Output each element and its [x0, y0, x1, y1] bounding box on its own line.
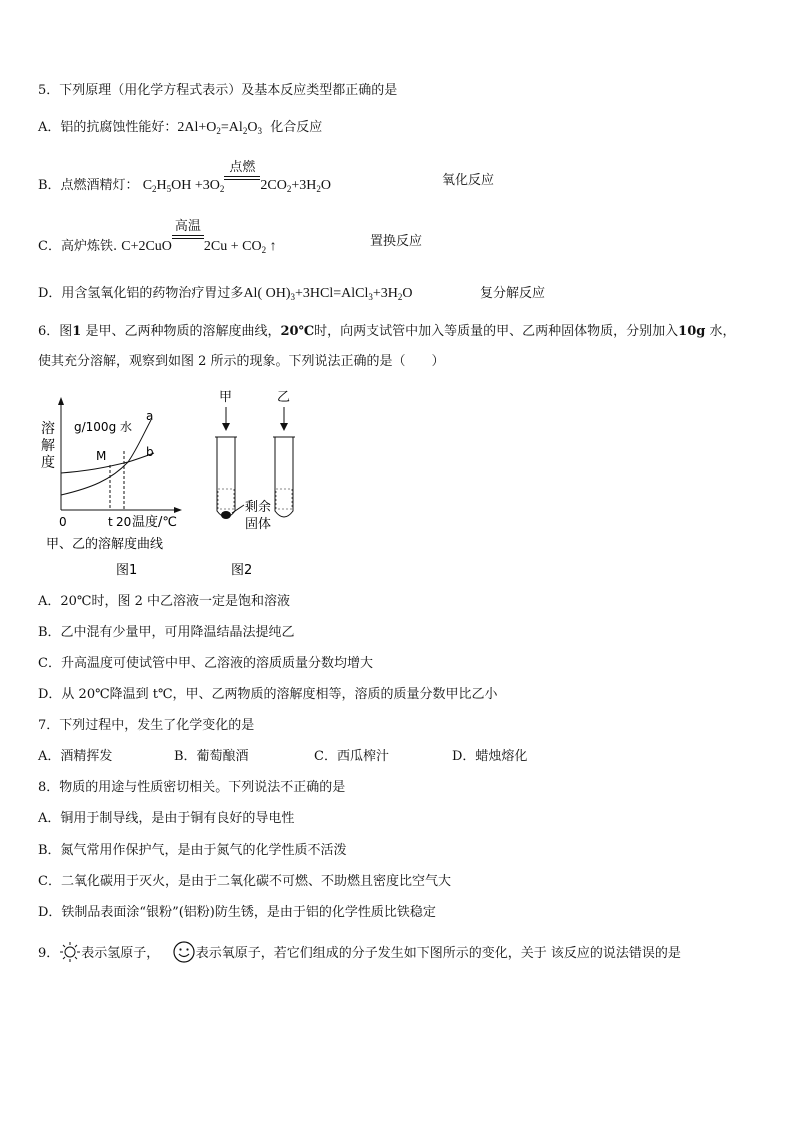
- solubility-chart: [41, 397, 182, 578]
- q5-b-equation: $C_2H_5OH +3O_2$: [142, 178, 225, 194]
- test-tubes-figure: [215, 390, 295, 578]
- gas-up-arrow-icon: ↑: [269, 239, 277, 254]
- q6-option-a[interactable]: A．20℃时，图 2 中乙溶液一定是饱和溶液: [38, 594, 291, 609]
- q5-d-type: 复分解反应: [480, 286, 546, 301]
- q5-a-equation: $2Al+O_2=Al_2O_3$: [177, 120, 262, 136]
- q7-stem: 7．下列过程中，发生了化学变化的是: [38, 718, 255, 733]
- svg-text:g/100g 水: g/100g 水: [74, 420, 132, 434]
- svg-text:a: a: [146, 409, 154, 423]
- svg-text:剩余: 剩余: [245, 500, 272, 515]
- q7-option-a[interactable]: A．酒精挥发: [38, 749, 113, 764]
- q5-b-type: 氧化反应: [442, 173, 495, 188]
- q5-a-type: 化合反应: [270, 120, 323, 135]
- svg-text:图2: 图2: [231, 563, 253, 578]
- q8-stem: 8．物质的用途与性质密切相关。下列说法不正确的是: [38, 780, 346, 795]
- svg-text:甲、乙的溶解度曲线: 甲、乙的溶解度曲线: [46, 537, 164, 552]
- q5-d-label: D．用含氢氧化铝的药物治疗胃过多: [38, 286, 244, 301]
- svg-text:固体: 固体: [245, 517, 272, 532]
- q6-stem-line2: 使其充分溶解，观察到如图 2 所示的现象。下列说法正确的是（ ）: [38, 354, 445, 369]
- svg-text:b: b: [146, 445, 154, 459]
- q5-b-condition: 点燃: [224, 161, 260, 184]
- svg-text:溶: 溶: [41, 421, 55, 437]
- svg-text:解: 解: [41, 438, 55, 454]
- q5-d-equation: Al( $OH)_3+3HCl=AlCl_3+3H_2O$: [243, 286, 413, 302]
- svg-text:度: 度: [41, 455, 55, 471]
- svg-text:乙: 乙: [277, 390, 291, 405]
- q5-option-d[interactable]: [38, 285, 412, 303]
- q8-option-b[interactable]: B．氮气常用作保护气，是由于氮气的化学性质不活泼: [38, 843, 347, 858]
- q5-option-a[interactable]: [38, 119, 322, 137]
- q7-option-b[interactable]: B．葡萄酿酒: [174, 749, 249, 764]
- q7-option-c[interactable]: C．西瓜榨汁: [314, 749, 389, 764]
- q6-option-d[interactable]: D．从 20℃降温到 t℃，甲、乙两物质的溶解度相等，溶质的质量分数甲比乙小: [38, 687, 498, 702]
- q8-option-d[interactable]: D．铁制品表面涂“银粉”(铝粉)防生锈，是由于铝的化学性质比铁稳定: [38, 905, 436, 920]
- curve-b: [61, 453, 154, 473]
- q8-option-a[interactable]: A．铜用于制导线，是由于铜有良好的导电性: [38, 811, 295, 826]
- q5-stem: 5．下列原理（用化学方程式表示）及基本反应类型都正确的是: [38, 83, 398, 98]
- svg-text:甲: 甲: [219, 390, 233, 405]
- svg-text:温度/℃: 温度/℃: [132, 515, 177, 530]
- q7-option-d[interactable]: D．蜡烛熔化: [452, 749, 528, 764]
- q5-b-label: B．点燃酒精灯：: [38, 178, 139, 193]
- q5-c-equation: C+2CuO: [121, 239, 172, 254]
- svg-text:20: 20: [116, 515, 132, 529]
- q9-stem: 9． 表示氢原子， 表示氧原子，若它们组成的分子发生如下图所示的变化，关于 该反应的说法错误的是: [38, 940, 681, 964]
- q5-option-b[interactable]: B．点燃酒精灯： $C_2H_5OH +3O_2$ 点燃 $2CO_2+3H_2O$: [38, 160, 331, 194]
- q6-figures: [36, 385, 356, 580]
- q5-c-type: 置换反应: [370, 234, 423, 249]
- residue-solid: [221, 511, 231, 519]
- svg-text:M: M: [96, 449, 107, 463]
- svg-text:图1: 图1: [116, 563, 138, 578]
- smiley-atom-icon: [172, 940, 196, 964]
- q9-number: 9．: [38, 946, 60, 961]
- q6-stem-line1: 6．图1 是甲、乙两种物质的溶解度曲线，20℃时，向两支试管中加入等质量的甲、乙两种固体物质，分别加入10g 水，: [38, 324, 736, 339]
- svg-text:0: 0: [59, 515, 67, 529]
- q6-option-c[interactable]: C．升高温度可使试管中甲、乙溶液的溶质质量分数均增大: [38, 656, 373, 671]
- q8-option-c[interactable]: C．二氧化碳用于灭火，是由于二氧化碳不可燃、不助燃且密度比空气大: [38, 874, 451, 889]
- q5-a-label: A．铝的抗腐蚀性能好：: [38, 120, 178, 135]
- q5-c-label: C．高炉炼铁.: [38, 239, 118, 254]
- q5-c-condition: 高温: [172, 220, 204, 243]
- q7-options: [38, 748, 527, 766]
- q5-option-c[interactable]: C．高炉炼铁. C+2CuO 高温 $2Cu + CO_2$ ↑: [38, 219, 277, 255]
- q6-option-b[interactable]: B．乙中混有少量甲，可用降温结晶法提纯乙: [38, 625, 295, 640]
- sun-atom-icon: [59, 941, 81, 963]
- svg-text:t: t: [108, 515, 113, 529]
